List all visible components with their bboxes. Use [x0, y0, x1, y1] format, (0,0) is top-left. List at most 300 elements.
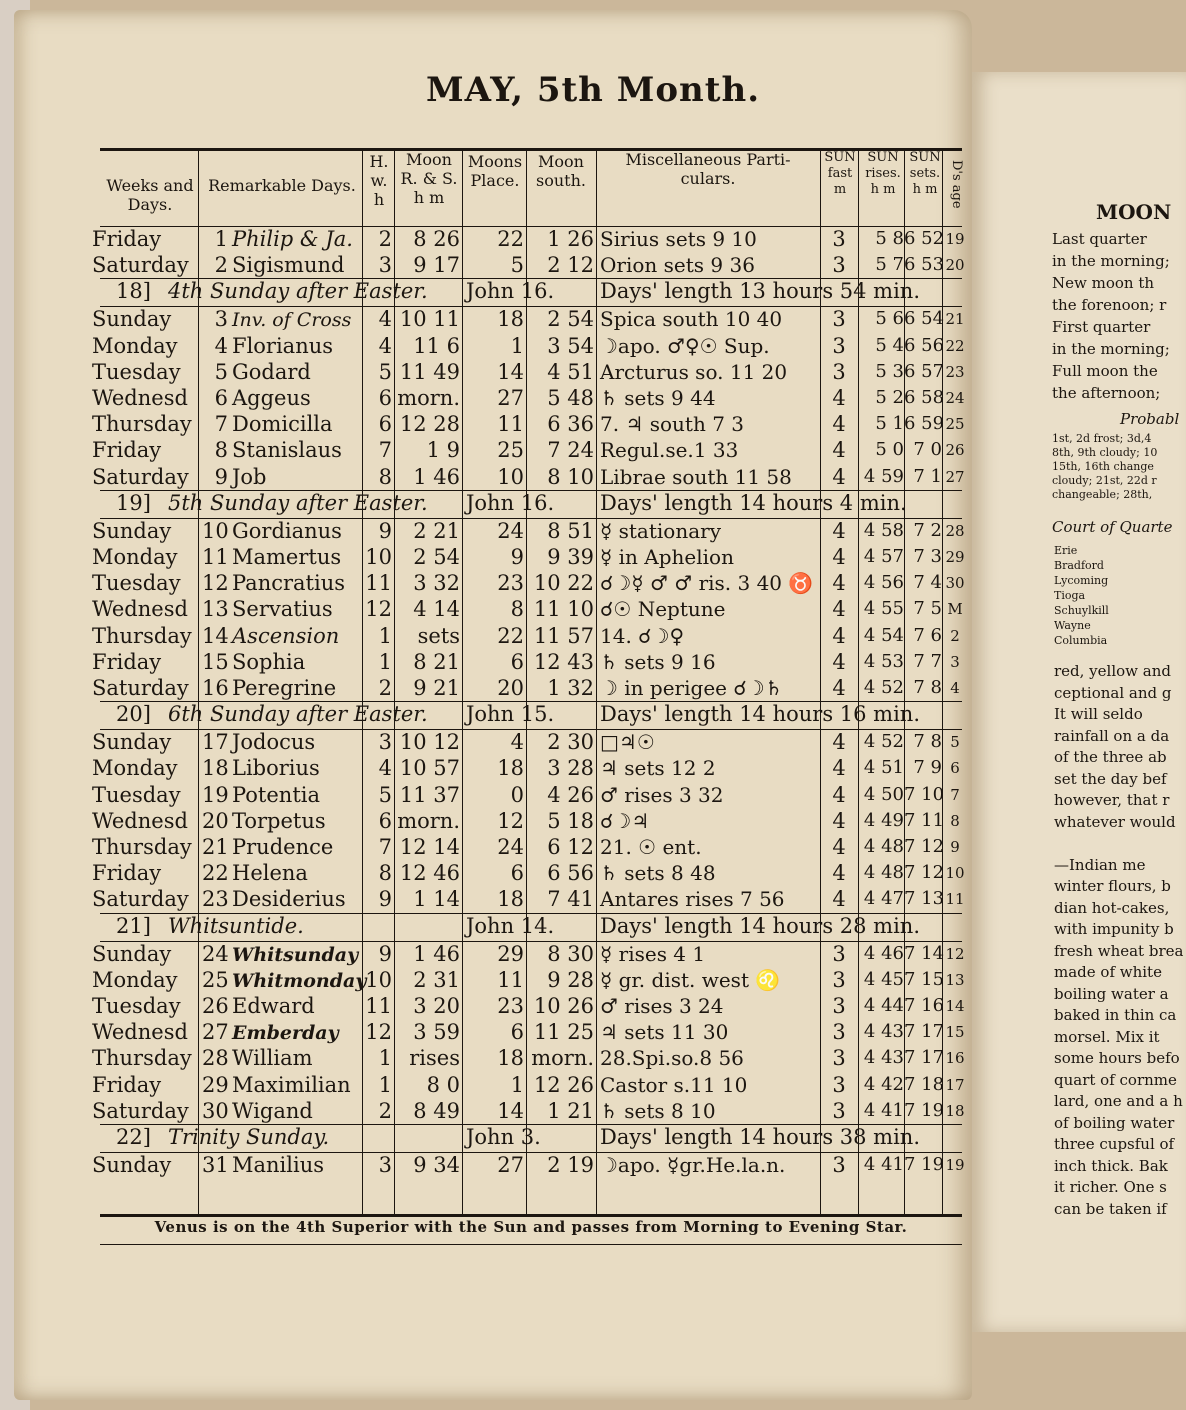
moon-place: 4	[510, 730, 524, 755]
miscellaneous: 7. ♃ south 7 3	[600, 412, 744, 437]
week-name: Whitsuntide.	[168, 913, 304, 938]
county-name: Columbia	[1054, 634, 1108, 647]
day-number: 4	[214, 333, 228, 358]
sun-fast: 4	[832, 438, 846, 463]
moon-phase-line: Last quarter	[1052, 230, 1147, 248]
week-number: 20]	[116, 702, 151, 727]
moon-rise-set: 1 46	[413, 941, 460, 966]
sun-fast: 3	[832, 359, 846, 384]
weekday: Friday	[92, 227, 162, 251]
high-water: 3	[378, 253, 392, 278]
miscellaneous: ☌☉ Neptune	[600, 597, 726, 622]
moon-rise-set: 8 26	[413, 227, 460, 251]
sun-sets: 6 52	[904, 228, 945, 249]
day-number: 7	[214, 412, 228, 437]
miscellaneous: ☿ gr. dist. west ♌	[600, 967, 781, 992]
day-name: Florianus	[232, 333, 334, 358]
weekday: Monday	[92, 967, 178, 992]
sun-rises: 4 48	[863, 862, 904, 884]
sun-fast: 3	[832, 967, 846, 992]
miscellaneous: 28.Spi.so.8 56	[600, 1046, 744, 1071]
high-water: 9	[378, 941, 392, 966]
body-text-line: winter flours, b	[1054, 877, 1171, 895]
body-text-line: it richer. One s	[1054, 1178, 1167, 1196]
day-name: Sophia	[232, 649, 306, 674]
sun-rises: 4 43	[863, 1047, 904, 1069]
day-name: Philip & Ja.	[232, 227, 353, 251]
day-name: Peregrine	[232, 676, 337, 700]
weekday: Tuesday	[92, 782, 181, 807]
high-water: 3	[378, 1153, 392, 1177]
sun-sets: 7 5	[913, 598, 942, 620]
miscellaneous: ☽apo. ☿gr.He.la.n.	[600, 1153, 786, 1177]
high-water: 8	[378, 861, 392, 886]
miscellaneous: ☿ stationary	[600, 518, 721, 543]
moon-age: 30	[945, 574, 965, 593]
moon-south: 4 26	[547, 782, 594, 807]
high-water: 4	[378, 307, 392, 332]
footer-note: Venus is on the 4th Superior with the Sun and passes from Morning to Evening Star.	[154, 1218, 908, 1236]
body-text-line: set the day bef	[1054, 769, 1167, 788]
weekday: Saturday	[92, 676, 189, 700]
sun-rises: 4 55	[863, 598, 904, 620]
weather-line: 1st, 2d frost; 3d,4	[1052, 432, 1152, 445]
sun-fast: 4	[832, 730, 846, 755]
sun-rises: 4 47	[863, 888, 904, 910]
day-name: Emberday	[232, 1022, 339, 1045]
body-text-line: It will seldo	[1054, 705, 1143, 723]
moon-rise-set: 10 11	[399, 307, 460, 332]
moon-age: 20	[945, 256, 965, 275]
moon-age: 5	[950, 733, 960, 752]
moon-rise-set: 3 20	[413, 994, 460, 1018]
day-name: Job	[232, 464, 267, 489]
sun-rises: 5 3	[875, 360, 904, 382]
moon-age: 6	[950, 759, 960, 778]
moon-place: 24	[497, 518, 524, 543]
moon-south: 11 10	[533, 597, 594, 622]
sun-fast: 3	[832, 1020, 846, 1045]
moon-place: 1	[510, 1072, 524, 1097]
sun-sets: 6 59	[904, 413, 945, 435]
high-water: 5	[378, 782, 392, 807]
weather-line: 8th, 9th cloudy; 10	[1052, 446, 1158, 459]
moon-age: 15	[945, 1023, 965, 1042]
moon-rise-set: morn.	[397, 386, 460, 410]
day-number: 5	[214, 359, 228, 384]
sun-rises: 4 59	[863, 465, 904, 487]
weekday: Thursday	[92, 1046, 192, 1071]
moon-south: 3 28	[547, 756, 594, 781]
day-name: Inv. of Cross	[232, 309, 352, 332]
sun-rises: 5 8	[875, 228, 904, 249]
day-number: 10	[202, 518, 229, 543]
moon-place: 27	[497, 1153, 524, 1177]
moon-phase-line: New moon th	[1052, 274, 1155, 292]
body-text-line: three cupsful of	[1054, 1135, 1175, 1153]
moon-rise-set: 9 21	[413, 676, 460, 700]
moon-place: 18	[497, 307, 524, 332]
body-text-line: whatever would	[1054, 812, 1176, 831]
week-number: 21]	[116, 913, 151, 938]
sun-fast: 4	[832, 545, 846, 569]
remarkable-day	[202, 1020, 360, 1045]
moon-rise-set: 11 6	[413, 333, 460, 358]
weekday: Monday	[92, 333, 178, 358]
week-gospel: John 14.	[466, 913, 555, 938]
miscellaneous: ☽ in perigee ☌☽♄	[600, 676, 783, 700]
remarkable-day	[202, 730, 360, 754]
moon-rise-set: 12 28	[399, 412, 460, 437]
moon-south: 5 18	[547, 808, 594, 833]
moon-place: 18	[497, 756, 524, 781]
sun-fast: 3	[832, 1046, 846, 1071]
sun-rises: 5 0	[875, 439, 904, 461]
day-name: Prudence	[232, 835, 334, 859]
weekday: Wednesd	[92, 808, 188, 833]
sun-sets: 6 57	[904, 360, 945, 382]
weekday: Saturday	[92, 1098, 189, 1123]
remarkable-day	[202, 624, 360, 648]
day-number: 11	[202, 545, 229, 569]
day-number: 30	[202, 1098, 229, 1123]
sun-fast: 4	[832, 676, 846, 700]
sun-rises: 4 58	[863, 519, 904, 541]
col-rule	[394, 148, 395, 1214]
sun-sets: 7 11	[904, 809, 945, 831]
sun-fast: 3	[832, 994, 846, 1018]
day-number: 9	[214, 464, 228, 489]
moon-rise-set: 1 14	[413, 887, 460, 912]
day-number: 12	[202, 571, 229, 596]
sun-fast: 4	[832, 649, 846, 674]
moon-age: 4	[950, 679, 960, 697]
moon-age: 19	[945, 1156, 965, 1174]
col-rule	[198, 148, 199, 1214]
week-days-length: Days' length 14 hours 28 min.	[600, 913, 921, 938]
day-number: 1	[214, 227, 228, 251]
day-number: 23	[202, 887, 229, 912]
day-number: 13	[202, 597, 229, 622]
sun-rises: 4 57	[863, 546, 904, 567]
sun-sets: 7 9	[913, 757, 942, 779]
sun-sets: 7 0	[913, 439, 942, 461]
body-text-line: fresh wheat brea	[1054, 941, 1184, 960]
sun-sets: 7 19	[904, 1099, 945, 1121]
weekday: Monday	[92, 545, 178, 569]
day-number: 21	[202, 835, 229, 859]
sun-sets: 7 17	[904, 1047, 945, 1069]
miscellaneous: ♂ rises 3 32	[600, 782, 724, 807]
weekday: Friday	[92, 1072, 162, 1097]
day-name: Potentia	[232, 782, 320, 807]
col-rule	[820, 148, 821, 1214]
high-water: 1	[378, 649, 392, 674]
high-water: 6	[378, 808, 392, 833]
week-number: 18]	[116, 279, 151, 304]
miscellaneous: Regul.se.1 33	[600, 438, 739, 463]
day-name: William	[232, 1046, 313, 1071]
day-number: 20	[202, 808, 229, 833]
sun-sets: 7 16	[904, 995, 945, 1016]
moon-rise-set: 3 32	[413, 571, 460, 596]
remarkable-day	[202, 942, 360, 967]
day-number: 14	[202, 623, 229, 648]
sun-rises: 4 52	[863, 677, 904, 698]
moon-place: 23	[497, 994, 524, 1018]
sun-sets: 7 3	[913, 546, 942, 567]
day-number: 22	[202, 861, 229, 886]
sun-fast: 4	[832, 887, 846, 912]
moon-south: 2 54	[547, 307, 594, 332]
moon-age: 24	[945, 389, 965, 407]
header-misc: Miscellaneous Parti-culars.	[625, 150, 791, 188]
moon-place: 0	[510, 782, 524, 807]
day-number: 31	[202, 1153, 229, 1177]
weekday: Sunday	[92, 730, 172, 755]
moon-south: 10 26	[533, 994, 594, 1018]
body-text-line: of the three ab	[1054, 748, 1167, 766]
sun-rises: 4 50	[863, 783, 904, 805]
sun-rises: 4 42	[863, 1073, 904, 1095]
col-rule	[858, 148, 859, 1214]
moon-age: 21	[945, 310, 965, 329]
sun-sets: 7 8	[913, 731, 942, 753]
miscellaneous: ♂ rises 3 24	[600, 994, 724, 1018]
week-gospel: John 15.	[466, 702, 555, 727]
moon-place: 14	[497, 359, 524, 384]
remarkable-day	[202, 597, 360, 621]
sun-sets: 6 58	[904, 387, 945, 408]
header-weeks: Weeks and Days.	[106, 176, 194, 214]
week-days-length: Days' length 14 hours 4 min.	[600, 490, 907, 515]
sun-rises: 4 41	[863, 1154, 904, 1175]
body-text-line: rainfall on a da	[1054, 726, 1170, 745]
week-name: 5th Sunday after Easter.	[168, 490, 428, 515]
moon-age: M	[947, 600, 963, 619]
weekday: Friday	[92, 438, 162, 463]
moon-rise-set: 8 0	[426, 1072, 460, 1097]
header-moon-south: Moon south.	[536, 152, 586, 190]
high-water: 10	[365, 545, 392, 569]
miscellaneous: ☿ in Aphelion	[600, 545, 734, 569]
body-text-line: inch thick. Bak	[1054, 1156, 1168, 1175]
sun-fast: 3	[832, 253, 846, 278]
high-water: 3	[378, 730, 392, 755]
moon-age: 23	[945, 362, 965, 381]
day-name: Desiderius	[232, 887, 346, 912]
moon-place: 18	[497, 887, 524, 912]
moon-age: 9	[950, 838, 960, 856]
moon-place: 1	[510, 333, 524, 358]
header-sun-sets: SUN sets. h m	[909, 150, 941, 197]
sun-sets: 7 18	[904, 1073, 945, 1095]
sun-rises: 4 45	[863, 968, 904, 990]
moon-place: 6	[510, 861, 524, 886]
moon-phase-line: Full moon the	[1052, 362, 1158, 380]
moon-south: 3 54	[547, 333, 594, 358]
day-number: 27	[202, 1020, 229, 1045]
high-water: 4	[378, 756, 392, 781]
remarkable-day	[202, 809, 360, 833]
day-number: 2	[214, 253, 228, 278]
sun-sets: 7 13	[904, 888, 945, 910]
day-name: Mamertus	[232, 545, 342, 569]
sun-rises: 4 49	[863, 809, 904, 831]
moon-phase-line: in the morning;	[1052, 340, 1170, 358]
weekday: Friday	[92, 861, 162, 886]
header-remarkable: Remarkable Days.	[208, 176, 356, 195]
moon-rise-set: 3 59	[413, 1020, 460, 1045]
header-sun-fast: SUN fast m	[824, 150, 856, 197]
county-name: Tioga	[1054, 589, 1086, 602]
remarkable-day	[202, 386, 360, 410]
sun-rises: 4 51	[863, 757, 904, 779]
sun-sets: 7 10	[904, 783, 945, 805]
remarkable-day	[202, 1073, 360, 1097]
moon-south: 1 32	[547, 676, 594, 700]
remarkable-day	[202, 994, 360, 1018]
moon-rise-set: 2 31	[413, 967, 460, 992]
high-water: 7	[378, 835, 392, 859]
moon-rise-set: 1 9	[426, 438, 460, 463]
day-name: Manilius	[232, 1153, 324, 1177]
moon-rise-set: 12 46	[399, 861, 460, 886]
sun-rises: 4 44	[863, 995, 904, 1016]
moon-age: 22	[945, 336, 965, 355]
body-text-line: ceptional and g	[1054, 683, 1172, 702]
day-name: Helena	[232, 861, 308, 886]
moon-place: 29	[497, 941, 524, 966]
moon-place: 8	[510, 597, 524, 622]
sun-fast: 3	[832, 227, 846, 251]
header-sun-rises: SUN rises. h m	[865, 150, 901, 197]
county-name: Wayne	[1054, 619, 1091, 632]
moon-south: 2 30	[547, 730, 594, 755]
day-name: Pancratius	[232, 571, 346, 596]
remarkable-day	[202, 756, 360, 780]
sun-rises: 5 1	[875, 413, 904, 435]
moon-place: 23	[497, 571, 524, 596]
moon-south: 7 24	[547, 438, 594, 463]
moon-rise-set: 9 17	[413, 253, 460, 278]
sun-sets: 7 14	[904, 942, 945, 964]
high-water: 12	[365, 1020, 392, 1045]
sun-sets: 7 17	[904, 1021, 945, 1043]
remarkable-day	[202, 412, 360, 436]
moon-rise-set: 8 49	[413, 1098, 460, 1123]
moon-age: 2	[950, 626, 960, 645]
probable-heading: Probabl	[1120, 410, 1180, 428]
county-name: Bradford	[1054, 559, 1104, 572]
moon-south: 10 22	[533, 571, 594, 596]
sun-rises: 4 53	[863, 650, 904, 672]
moon-age: 3	[950, 652, 960, 671]
weekday: Tuesday	[92, 359, 181, 384]
week-name: 4th Sunday after Easter.	[168, 279, 428, 304]
moon-place: 14	[497, 1098, 524, 1123]
remarkable-day	[202, 545, 360, 569]
weekday: Tuesday	[92, 571, 181, 596]
high-water: 8	[378, 464, 392, 489]
moon-place: 11	[497, 412, 524, 437]
body-text-line: can be taken if	[1054, 1199, 1167, 1218]
weekday: Thursday	[92, 412, 192, 437]
high-water: 7	[378, 438, 392, 463]
moon-place: 20	[497, 676, 524, 700]
sun-fast: 4	[832, 861, 846, 886]
day-number: 24	[202, 941, 229, 966]
sun-sets: 7 8	[913, 677, 942, 698]
miscellaneous: Spica south 10 40	[600, 307, 783, 332]
day-number: 28	[202, 1046, 229, 1071]
body-text-line: of boiling water	[1054, 1113, 1175, 1132]
moon-south: 6 56	[547, 861, 594, 886]
moon-place: 10	[497, 464, 524, 489]
miscellaneous: Arcturus so. 11 20	[600, 359, 788, 384]
high-water: 4	[378, 333, 392, 358]
miscellaneous: Sirius sets 9 10	[600, 227, 757, 251]
body-text-line: some hours befo	[1054, 1049, 1180, 1067]
weekday: Sunday	[92, 518, 172, 543]
high-water: 1	[378, 1072, 392, 1097]
remarkable-day	[202, 1099, 360, 1123]
sun-rises: 4 52	[863, 731, 904, 753]
moon-phase-line: the forenoon; r	[1052, 296, 1167, 314]
week-name: 6th Sunday after Easter.	[168, 702, 428, 727]
moon-south: 2 12	[547, 253, 594, 278]
moon-place: 25	[497, 438, 524, 463]
sun-sets: 7 6	[913, 624, 942, 646]
high-water: 10	[365, 967, 392, 992]
sun-fast: 4	[832, 808, 846, 833]
body-text-line: with impunity b	[1054, 920, 1174, 938]
moon-rise-set: 8 21	[413, 649, 460, 674]
day-number: 25	[202, 967, 229, 992]
remarkable-day	[202, 227, 360, 251]
sun-rises: 4 56	[863, 572, 904, 594]
moon-south: 12 43	[533, 649, 594, 674]
moon-south: morn.	[531, 1046, 594, 1071]
remarkable-day	[202, 967, 367, 993]
remarkable-day	[202, 519, 360, 543]
high-water: 1	[378, 623, 392, 648]
high-water: 1	[378, 1046, 392, 1071]
day-number: 16	[202, 676, 229, 700]
remarkable-day	[202, 861, 360, 885]
moon-south: 11 25	[533, 1020, 594, 1045]
court-heading: Court of Quarte	[1052, 518, 1173, 536]
miscellaneous: □♃☉	[600, 730, 655, 755]
moon-south: 8 30	[547, 941, 594, 966]
moon-south: 11 57	[533, 623, 594, 648]
moon-place: 6	[510, 649, 524, 674]
sun-rises: 4 54	[863, 624, 904, 646]
week-days-length: Days' length 14 hours 38 min.	[600, 1125, 921, 1149]
moon-age: 11	[945, 890, 965, 909]
footer-bottom-rule	[100, 1244, 962, 1245]
moon-age: 28	[945, 521, 965, 540]
sun-fast: 4	[832, 597, 846, 622]
body-text-line: quart of cornme	[1054, 1070, 1177, 1089]
day-name: Liborius	[232, 756, 320, 781]
moon-place: 6	[510, 1020, 524, 1045]
miscellaneous: 21. ☉ ent.	[600, 835, 702, 859]
moon-rise-set: 11 37	[399, 782, 460, 807]
moon-age: 14	[945, 997, 965, 1015]
miscellaneous: Orion sets 9 36	[600, 253, 755, 278]
moon-rise-set: rises	[409, 1046, 460, 1071]
